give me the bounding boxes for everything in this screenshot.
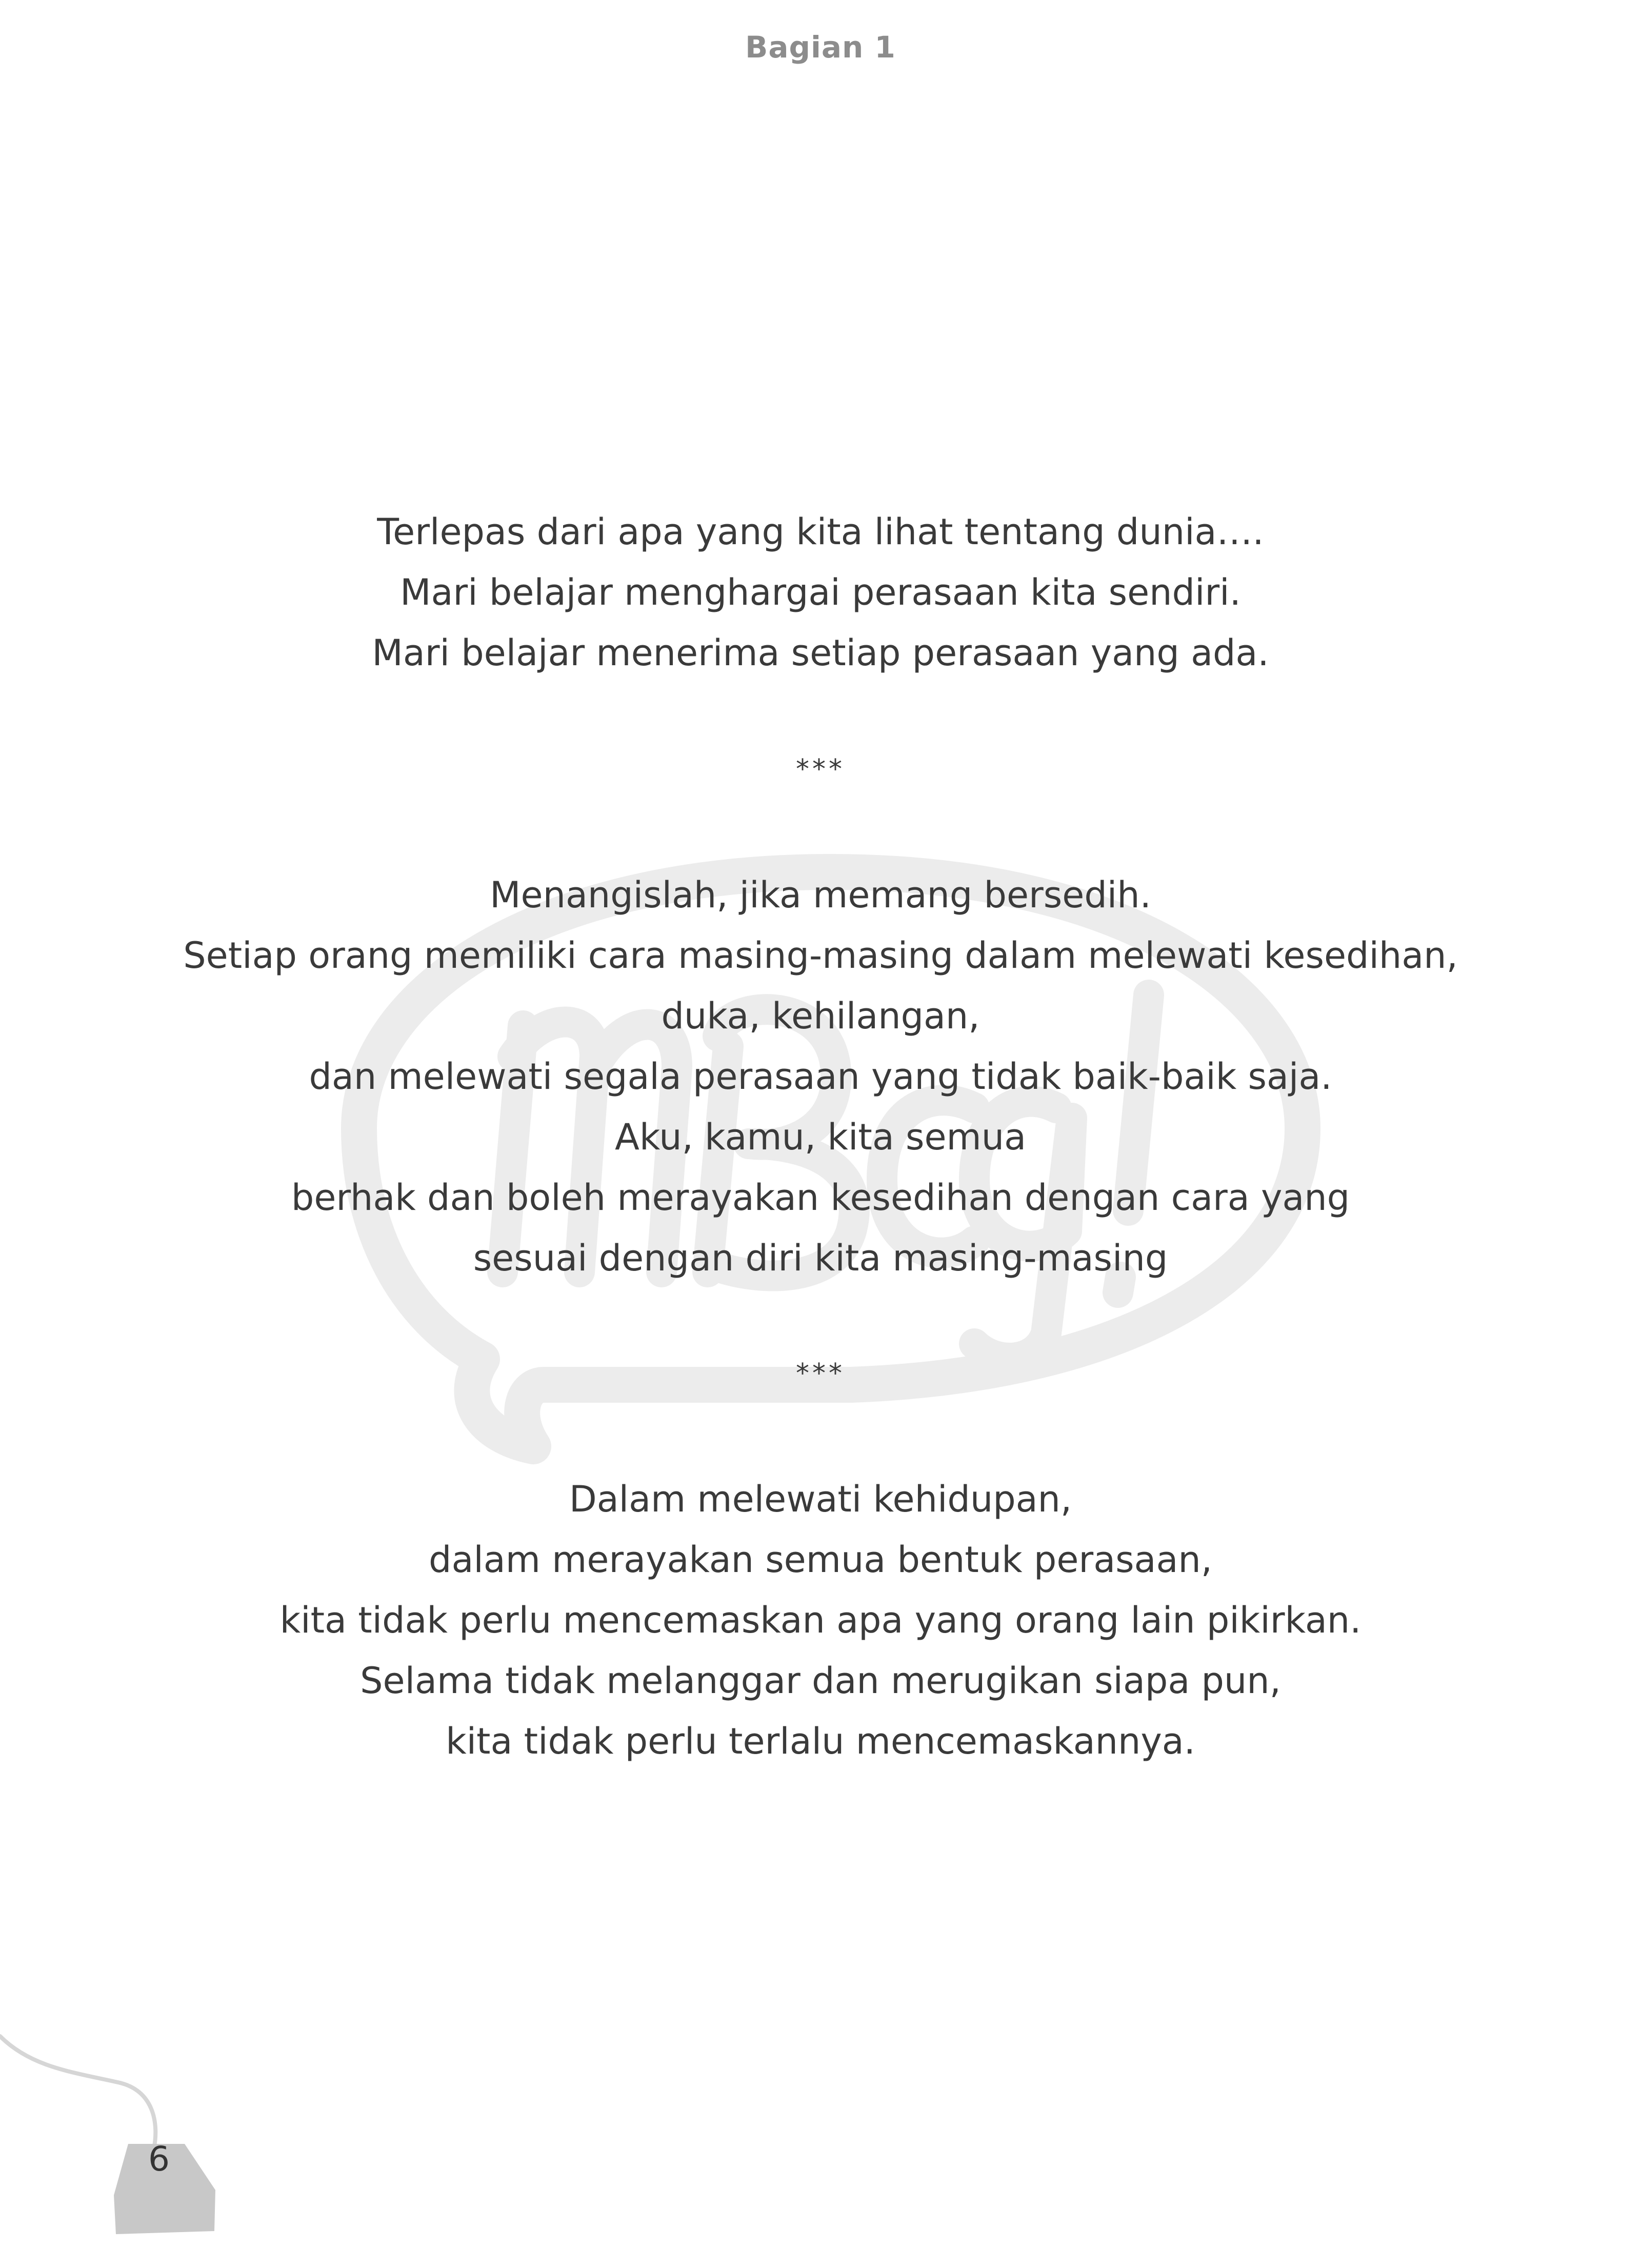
poem-line: Terlepas dari apa yang kita lihat tentang dunia….	[377, 511, 1264, 553]
poem-line: Mari belajar menghargai perasaan kita sendiri.	[400, 571, 1241, 613]
poem-line: berhak dan boleh merayakan kesedihan dengan cara yang	[291, 1177, 1350, 1219]
section-separator: ***	[796, 754, 845, 785]
stanza-3	[0, 1469, 1641, 1772]
poem-line: Selama tidak melanggar dan merugikan siapa pun,	[360, 1660, 1281, 1702]
poem-line: Dalam melewati kehidupan,	[569, 1478, 1072, 1520]
poem-line: Aku, kamu, kita semua	[615, 1116, 1026, 1158]
poem-line: kita tidak perlu terlalu mencemaskannya.	[446, 1720, 1195, 1762]
poem-line: Mari belajar menerima setiap perasaan yang ada.	[372, 632, 1269, 674]
poem-line: dan melewati segala perasaan yang tidak baik-baik saja.	[309, 1056, 1332, 1098]
section-separator: ***	[796, 1358, 845, 1389]
poem-line: kita tidak perlu mencemaskan apa yang orang lain pikirkan.	[279, 1599, 1362, 1641]
poem-line: sesuai dengan diri kita masing-masing	[473, 1237, 1168, 1279]
poem-line: Menangislah, jika memang bersedih.	[490, 874, 1151, 916]
poem-line: Setiap orang memiliki cara masing-masing dalam melewati kesedihan,	[183, 934, 1458, 977]
poem-line: duka, kehilangan,	[661, 995, 980, 1037]
section-header: Bagian 1	[745, 30, 896, 65]
page-number: 6	[148, 2139, 170, 2179]
stanza-2	[0, 865, 1641, 1288]
poem-line: dalam merayakan semua bentuk perasaan,	[429, 1539, 1212, 1581]
tea-bag-icon	[0, 2021, 236, 2267]
stanza-1	[0, 502, 1641, 683]
